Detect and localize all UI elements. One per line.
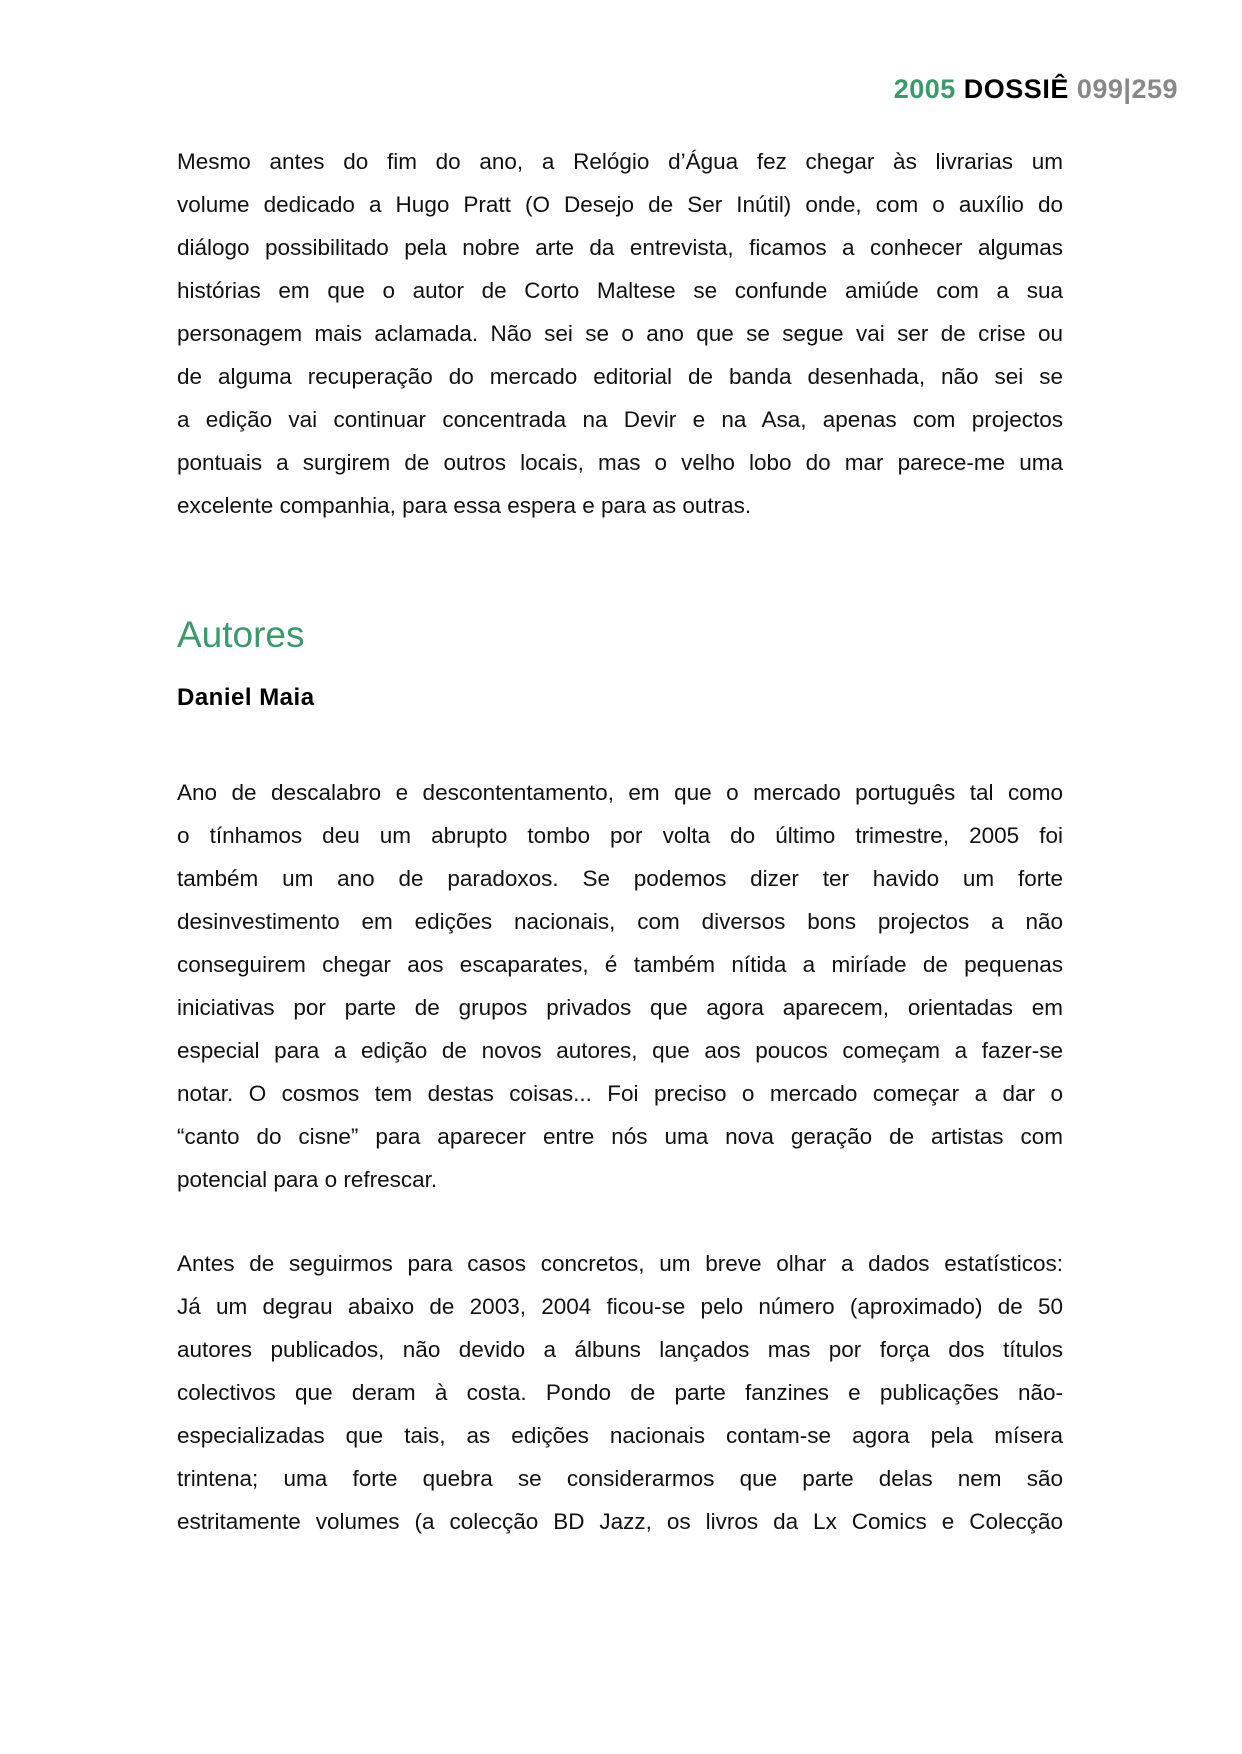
- author-name: Daniel Maia: [177, 684, 315, 711]
- text-line: também um ano de paradoxos. Se podemos dizer ter havido um forte: [177, 866, 1063, 891]
- text-line: de alguma recuperação do mercado editorial de banda desenhada, não sei se: [177, 364, 1063, 389]
- paragraph-2: [177, 771, 1063, 1201]
- page-header: [894, 74, 1178, 105]
- text-line: especial para a edição de novos autores, que aos poucos começam a fazer-se: [177, 1038, 1063, 1063]
- text-line: histórias em que o autor de Corto Maltese se confunde amiúde com a sua: [177, 278, 1063, 303]
- text-line: “canto do cisne” para aparecer entre nós uma nova geração de artistas com: [177, 1124, 1063, 1149]
- header-page-number: 099|259: [1076, 74, 1178, 104]
- text-line: o tínhamos deu um abrupto tombo por volta do último trimestre, 2005 foi: [177, 823, 1063, 848]
- header-year: 2005: [893, 74, 956, 104]
- text-line: potencial para o refrescar.: [177, 1167, 438, 1192]
- text-line: trintena; uma forte quebra se considerarmos que parte delas nem são: [177, 1466, 1063, 1491]
- text-line: Ano de descalabro e descontentamento, em que o mercado português tal como: [177, 780, 1063, 805]
- text-line: desinvestimento em edições nacionais, com diversos bons projectos a não: [177, 909, 1063, 934]
- text-line: Já um degrau abaixo de 2003, 2004 ficou-se pelo número (aproximado) de 50: [177, 1294, 1063, 1319]
- text-line: pontuais a surgirem de outros locais, mas o velho lobo do mar parece-me uma: [177, 450, 1063, 475]
- header-title: DOSSIÊ: [963, 74, 1069, 104]
- text-line: diálogo possibilitado pela nobre arte da entrevista, ficamos a conhecer algumas: [177, 235, 1063, 260]
- text-line: iniciativas por parte de grupos privados que agora aparecem, orientadas em: [177, 995, 1063, 1020]
- text-line: especializadas que tais, as edições nacionais contam-se agora pela mísera: [177, 1423, 1063, 1448]
- text-line: conseguirem chegar aos escaparates, é também nítida a miríade de pequenas: [177, 952, 1063, 977]
- paragraph-3: [177, 1242, 1063, 1543]
- text-line: a edição vai continuar concentrada na Devir e na Asa, apenas com projectos: [177, 407, 1063, 432]
- text-line: Antes de seguirmos para casos concretos, um breve olhar a dados estatísticos:: [177, 1251, 1063, 1276]
- text-line: volume dedicado a Hugo Pratt (O Desejo de Ser Inútil) onde, com o auxílio do: [177, 192, 1063, 217]
- text-line: excelente companhia, para essa espera e para as outras.: [177, 493, 752, 518]
- text-line: Mesmo antes do fim do ano, a Relógio d’Água fez chegar às livrarias um: [177, 149, 1063, 174]
- text-line: autores publicados, não devido a álbuns lançados mas por força dos títulos: [177, 1337, 1063, 1362]
- paragraph-1: [177, 140, 1063, 527]
- text-line: personagem mais aclamada. Não sei se o ano que se segue vai ser de crise ou: [177, 321, 1063, 346]
- text-line: colectivos que deram à costa. Pondo de parte fanzines e publicações não-: [177, 1380, 1063, 1405]
- text-line: estritamente volumes (a colecção BD Jazz, os livros da Lx Comics e Colecção: [177, 1509, 1063, 1534]
- text-line: notar. O cosmos tem destas coisas... Foi preciso o mercado começar a dar o: [177, 1081, 1063, 1106]
- section-heading: Autores: [177, 614, 305, 655]
